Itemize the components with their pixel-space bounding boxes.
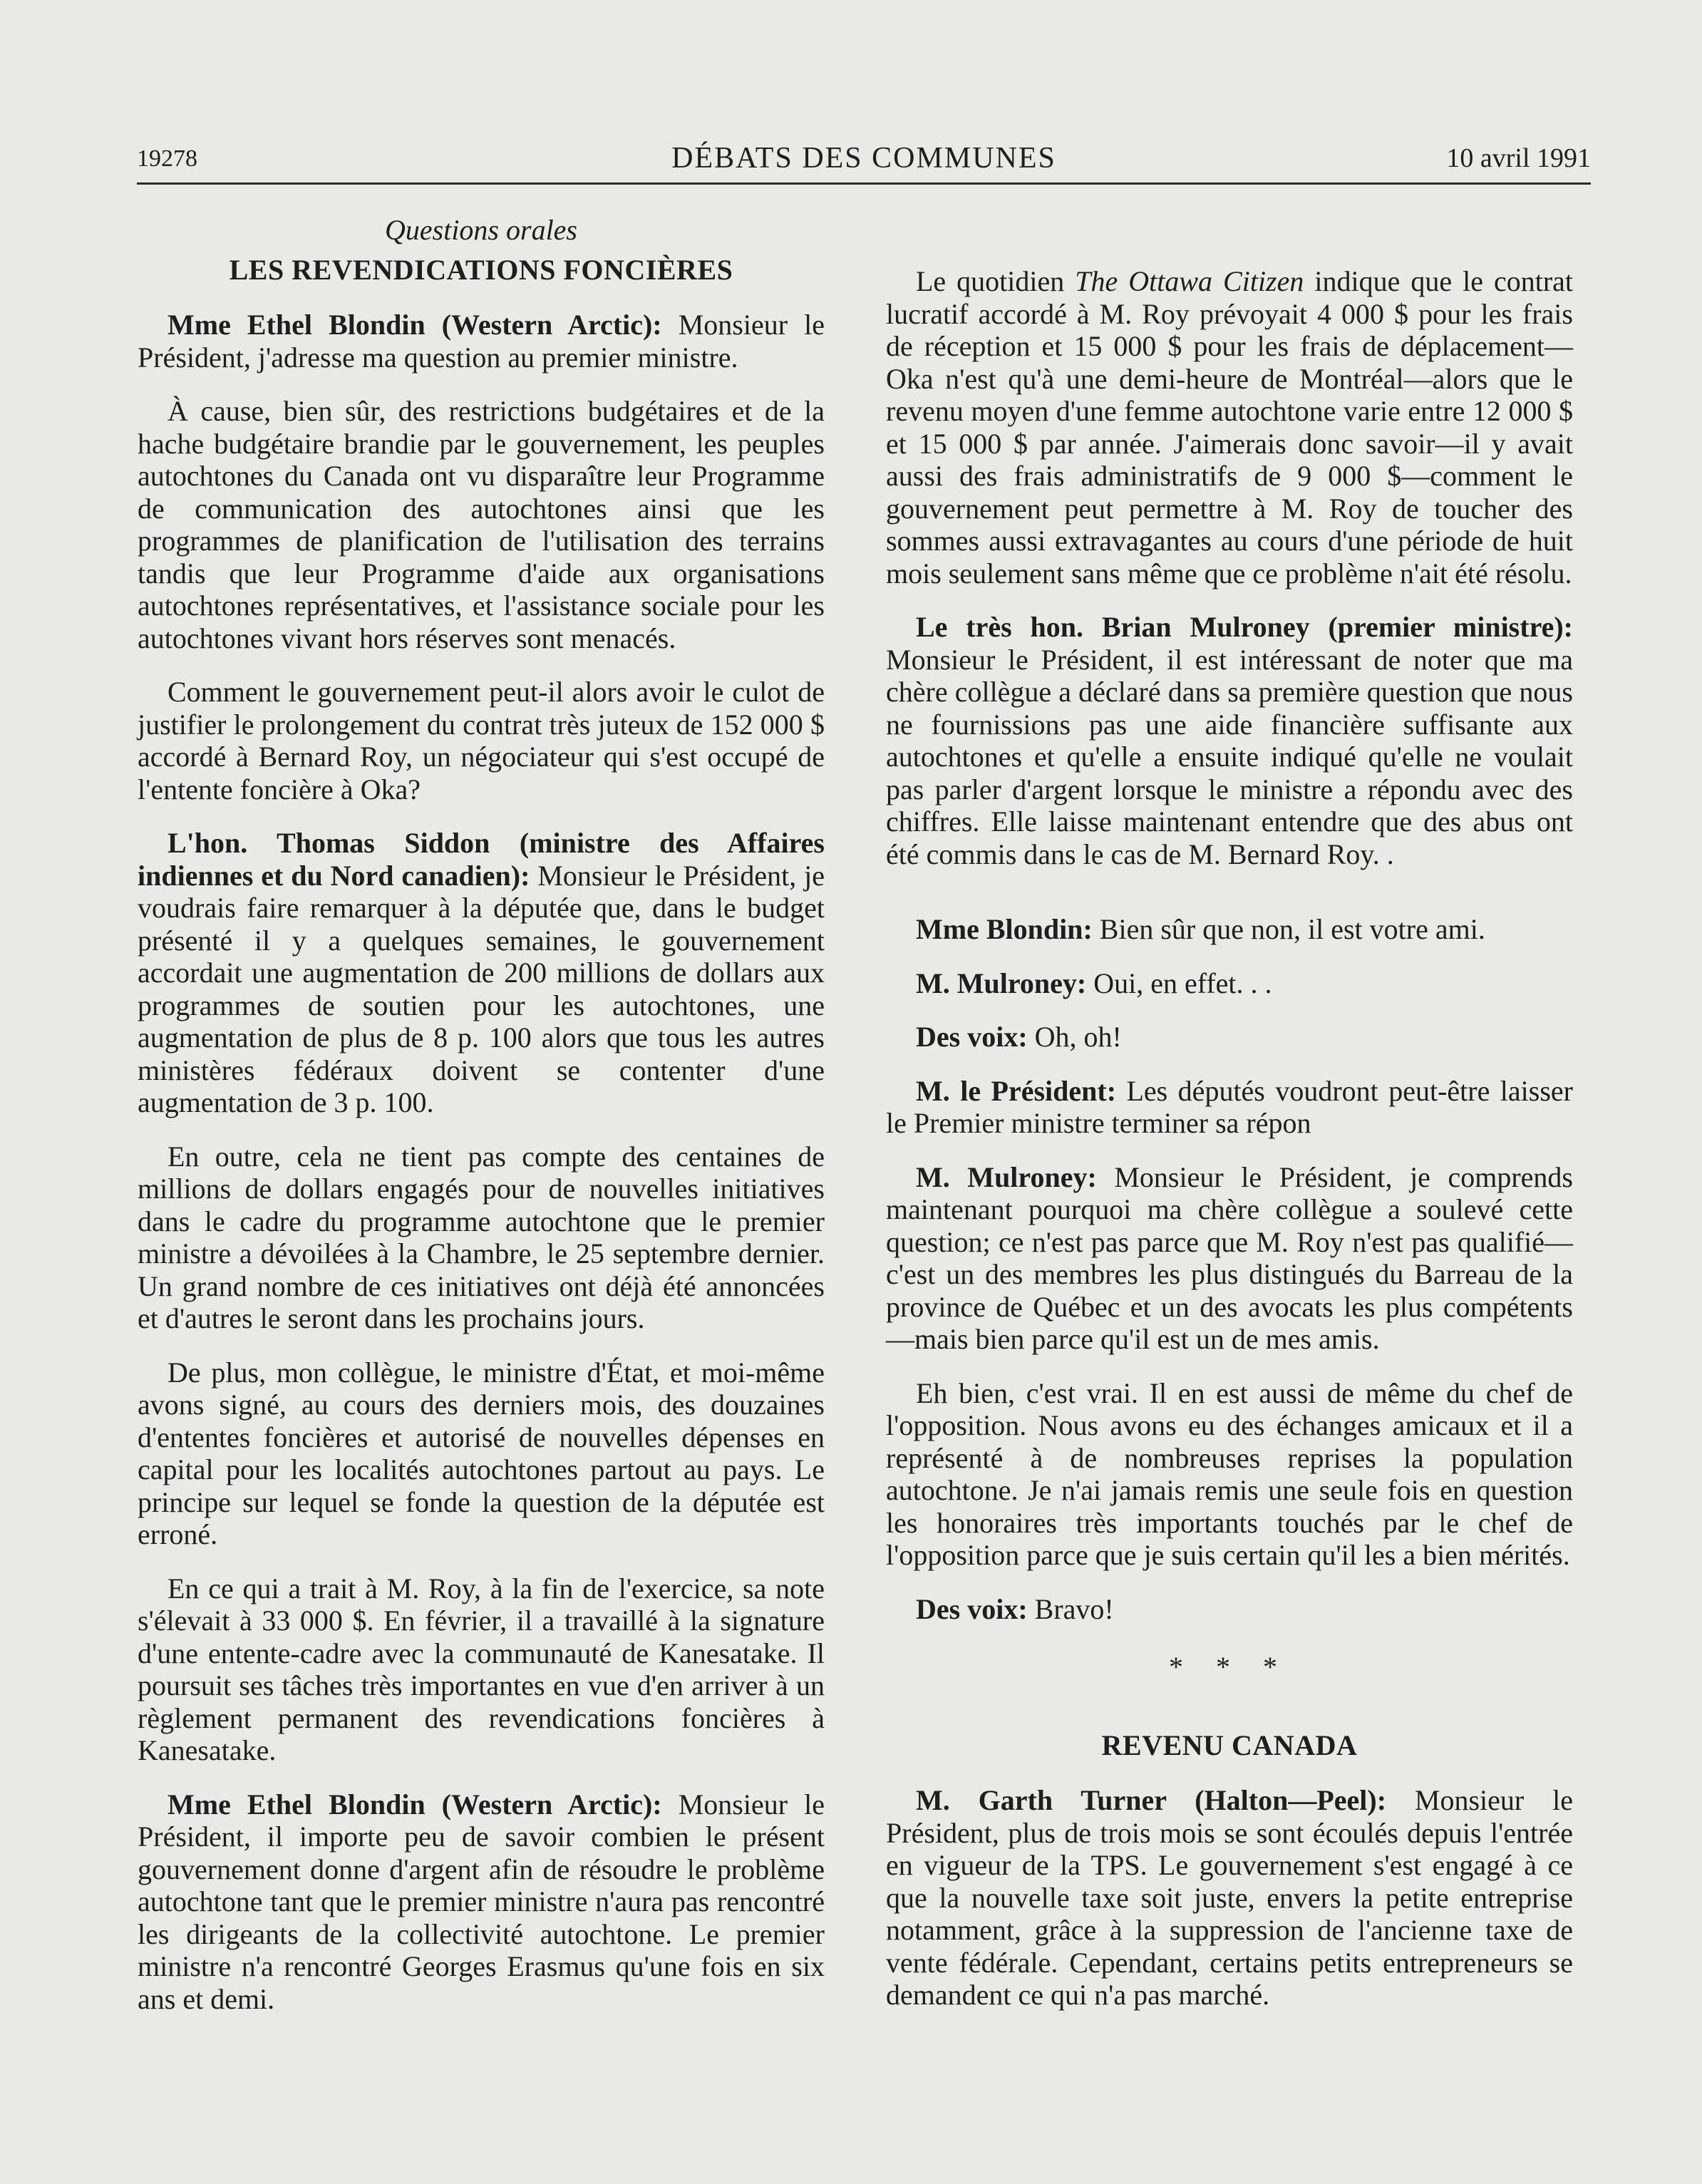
paragraph-text: Le quotidien <box>916 265 1076 297</box>
paragraph <box>886 265 1573 589</box>
paragraph <box>886 1161 1573 1356</box>
newspaper-title: The Ottawa Citizen <box>1075 265 1304 297</box>
paragraph-text: Monsieur le Président, je voudrais faire remarquer à la députée que, dans le budget présenté il y a quelques semaines, le gouvernement accordait une augmentation de 200 millions de dollars aux programmes de soutien pour les autochtones, une augmentation de plus de 8 p. 100 alors que tous les autres ministères fédéraux doivent se contenter d'une augmentation de 3 p. 100. <box>138 859 825 1118</box>
paragraph <box>886 1377 1573 1572</box>
paragraph <box>138 309 825 374</box>
right-column <box>886 265 1573 2033</box>
paragraph-text: En outre, cela ne tient pas compte des centaines de millions de dollars engagés pour de nouvelles initiatives dans le cadre du programme autochtone que le premier ministre a dévoilées à la Chambre, le 25 septembre dernier. Un grand nombre de ces initiatives ont déjà été annoncées et d'autres le seront dans les prochains jours. <box>138 1140 825 1334</box>
paragraph-text: Monsieur le Président, je comprends maintenant pourquoi ma chère collègue a soulevé cette question; ce n'est pas parce que M. Roy n'est pas qualifié—c'est un des membres les plus distingués du Barreau de la province de Québec et un des avocats les plus compétents—mais bien parce qu'il est un de mes amis. <box>886 1160 1573 1355</box>
paragraph-text: Bravo! <box>1027 1592 1114 1625</box>
section-separator: * * * <box>1169 1651 1290 1683</box>
paragraph <box>138 1356 825 1551</box>
speaker-name: M. Mulroney: <box>916 967 1087 999</box>
speaker-name: Des voix: <box>916 1021 1028 1053</box>
left-column <box>138 214 825 2036</box>
speaker-name: M. Mulroney: <box>916 1160 1097 1193</box>
paragraph-text: Comment le gouvernement peut-il alors avoir le culot de justifier le prolongement du contrat très juteux de 152 000 $ accordé à Bernard Roy, un négociateur qui s'est occupé de l'entente foncière à Oka? <box>138 676 825 805</box>
spacer <box>886 892 1573 913</box>
speaker-name: M. Garth Turner (Halton—Peel): <box>916 1784 1387 1816</box>
paragraph <box>886 611 1573 870</box>
paragraph-text: Bien sûr que non, il est votre ami. <box>1092 913 1485 945</box>
publication-title: DÉBATS DES COMMUNES <box>671 142 1056 175</box>
paragraph <box>138 395 825 654</box>
speaker-name: Des voix: <box>916 1592 1028 1625</box>
section-title: REVENU CANADA <box>1101 1729 1358 1761</box>
speaker-name: Mme Ethel Blondin (Western Arctic): <box>167 309 662 341</box>
page-number: 19278 <box>137 145 197 172</box>
paragraph <box>886 1021 1573 1054</box>
speaker-name: Mme Ethel Blondin (Western Arctic): <box>167 1788 662 1820</box>
paragraph-text: Monsieur le Président, j'adresse ma question au premier ministre. <box>138 309 825 374</box>
paragraph-text: Monsieur le Président, il importe peu de savoir combien le présent gouvernement donne d'argent afin de résoudre le problème autochtone tant que le premier ministre n'aura pas rencontré les dirigeants de la collectivité autochtone. Le premier ministre n'a rencontré Georges Erasmus qu'une fois en six ans et demi. <box>138 1788 825 2015</box>
paragraph-text: De plus, mon collègue, le ministre d'État, et moi-même avons signé, au cours des derniers mois, des douzaines d'ententes foncières et autorisé de nouvelles dépenses en capital pour les localités autochtones partout au pays. Le principe sur lequel se fonde la question de la députée est erroné. <box>138 1356 825 1550</box>
paragraph <box>138 676 825 805</box>
paragraph-text: Monsieur le Président, plus de trois mois se sont écoulés depuis l'entrée en vigueur de la TPS. Le gouvernement s'est engagé à ce que la nouvelle taxe soit juste, envers la petite entreprise notamment, grâce à la suppression de l'ancienne taxe de vente fédérale. Cependant, certains petits entrepreneurs se demandent ce qui n'a pas marché. <box>886 1784 1574 2011</box>
paragraph <box>886 913 1573 946</box>
paragraph <box>886 967 1573 1000</box>
page-header <box>137 140 1591 185</box>
paragraph-text: Les députés voudront peut-être laisser le Premier ministre terminer sa répon <box>886 1074 1573 1139</box>
section-label: Questions orales <box>385 214 577 246</box>
paragraph <box>138 827 825 1119</box>
paragraph-text: Oui, en effet. . . <box>1086 967 1272 999</box>
paragraph-text: En ce qui a trait à M. Roy, à la fin de l'exercice, sa note s'élevait à 33 000 $. En février, il a travaillé à la signature d'une entente-cadre avec la communauté de Kanesatake. Il poursuit ses tâches très importantes en vue d'en arriver à un règlement permanent des revendications foncières à Kanesatake. <box>138 1572 825 1766</box>
speaker-name: Le très hon. Brian Mulroney (premier ministre): <box>916 611 1573 643</box>
paragraph <box>138 1572 825 1767</box>
paragraph-text: Eh bien, c'est vrai. Il en est aussi de même du chef de l'opposition. Nous avons eu des échanges amicaux et il a représenté à de nombreuses reprises la population autochtone. Je n'ai jamais remis une seule fois en question les honoraires très importants touchés par le chef de l'opposition parce que je suis certain qu'il les a bien mérités. <box>886 1376 1573 1571</box>
paragraph <box>886 1075 1573 1140</box>
paragraph <box>886 1593 1573 1626</box>
publication-date: 10 avril 1991 <box>1446 143 1591 173</box>
paragraph-text: indique que le contrat lucratif accordé à M. Roy prévoyait 4 000 $ pour les frais de réception et 15 000 $ pour les frais de déplacement—Oka n'est qu'à une demi-heure de Montréal—alors que le revenu moyen d'une femme autochtone varie entre 12 000 $ et 15 000 $ par année. J'aimerais donc savoir—il y avait aussi des frais administratifs de 9 000 $—comment le gouvernement peut permettre à M. Roy de toucher des sommes aussi extravagantes au cours d'une période de huit mois seulement sans même que ce problème n'ait été résolu. <box>886 265 1574 589</box>
speaker-name: Mme Blondin: <box>916 913 1093 945</box>
paragraph <box>138 1788 825 2016</box>
paragraph-text: Oh, oh! <box>1027 1021 1122 1053</box>
speaker-name: L'hon. Thomas Siddon (ministre des Affaires indiennes et du Nord canadien): <box>138 827 825 892</box>
section-title: LES REVENDICATIONS FONCIÈRES <box>229 253 733 286</box>
paragraph-text: Monsieur le Président, il est intéressant de noter que ma chère collègue a déclaré dans sa première question que nous ne fournissions pas une aide financière suffisante aux autochtones et qu'elle a ensuite indiqué qu'elle ne voulait pas parler d'argent lorsque le ministre a répondu avec des chiffres. Elle laisse maintenant entendre que des abus ont été commis dans le cas de M. Bernard Roy. . <box>886 643 1573 870</box>
paragraph <box>138 1140 825 1335</box>
paragraph <box>886 1784 1573 2012</box>
paragraph-text: À cause, bien sûr, des restrictions budgétaires et de la hache budgétaire brandie par le gouvernement, les peuples autochtones du Canada ont vu disparaître leur Programme de communication des autochtones ainsi que les programmes de planification de l'utilisation des terrains tandis que leur Programme d'aide aux organisations autochtones représentatives, et l'assistance sociale pour les autochtones vivant hors réserves sont menacés. <box>138 395 825 654</box>
speaker-name: M. le Président: <box>916 1074 1117 1107</box>
